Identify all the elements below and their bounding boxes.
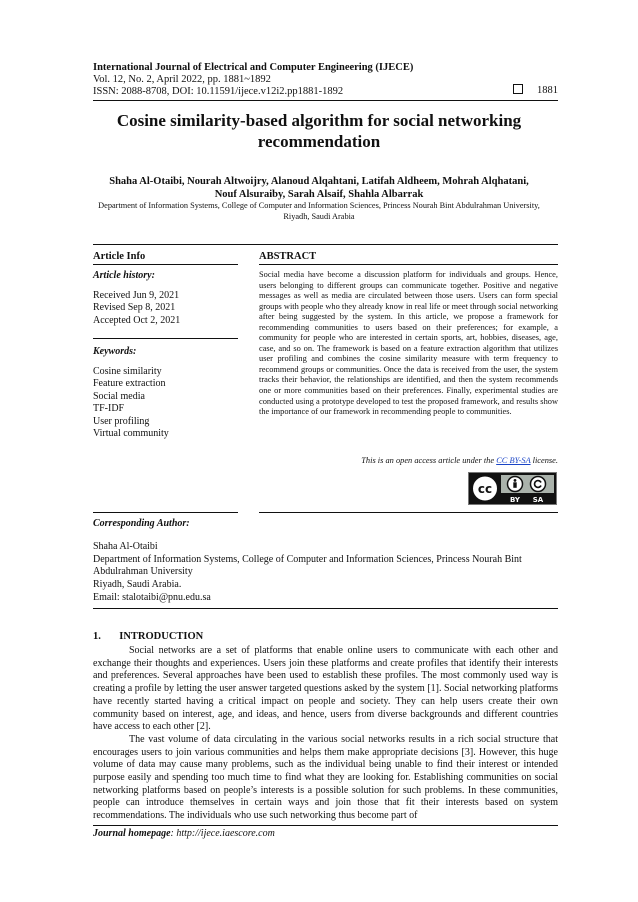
info-top-rule (93, 244, 558, 245)
abstract-text: Social media have become a discussion platform for individuals and groups. Hence, users belonging to different groups can communicate together. Positive and negative messages as well as media are circulated between those users. Users can form special groups with people who they already know in real life or meet through social networking after being suggested by the system. In this article, we propose a framework for recommending communities to users based on their preferences; for example, a community for people who are interested in certain sports, art, hobbies, diseases, age, case, and so on. The framework is based on a feature extraction algorithm that utilizes user profiling and combines the cosine similarity measure with term frequency to recommend groups or communities. Once the data is received from the user, the system tracks their behavior, the relationships are identified, and then the system recommends one or more communities based on their preferences. Finally, experimental studies are conducted using a prototype developed to test the proposed framework, and results show the importance of our framework in recommending people to communities. (259, 270, 558, 417)
corresponding-line: Department of Information Systems, College of Computer and Information Sciences, Princess Nourah Bint (93, 553, 522, 565)
article-info-heading: Article Info (93, 251, 146, 262)
keyword: Feature extraction (93, 378, 166, 389)
corresponding-line: Abdulrahman University (93, 566, 193, 578)
cc-text: cc (477, 482, 493, 496)
title-line: recommendation (257, 132, 381, 151)
issn-doi: ISSN: 2088-8708, DOI: 10.11591/ijece.v12i2.pp1881-1892 (93, 86, 344, 97)
cc-license-icon (469, 473, 556, 504)
corresponding-rule (93, 608, 558, 609)
abstract-rule (259, 264, 558, 265)
oa-suffix: license. (530, 456, 558, 465)
homepage-url[interactable]: : http://ijece.iaescore.com (170, 828, 275, 839)
author-list (80, 175, 558, 201)
volume-info: Vol. 12, No. 2, April 2022, pp. 1881~1892 (93, 74, 271, 85)
footer-rule (93, 825, 558, 826)
article-history (93, 270, 180, 327)
date-accepted: Accepted Oct 2, 2021 (93, 314, 181, 326)
keyword: Cosine similarity (93, 365, 162, 377)
corresponding-author (93, 541, 558, 605)
page-number: 1881 (537, 85, 558, 96)
corresponding-line: Riyadh, Saudi Arabia. (93, 579, 182, 591)
info-rule (93, 264, 238, 265)
section-heading-introduction: 1. INTRODUCTION (93, 631, 204, 642)
running-header (93, 62, 413, 98)
abstract-bottom-rule (259, 512, 558, 513)
page-number-block (513, 84, 558, 96)
license-link[interactable]: CC BY-SA (496, 456, 531, 465)
date-revised: Revised Sep 8, 2021 (93, 302, 176, 313)
corresponding-label: Corresponding Author: (93, 518, 190, 529)
homepage-label: Journal homepage (93, 828, 171, 839)
cc-by-sa-badge (468, 472, 557, 505)
affiliation-line: Riyadh, Saudi Arabia (283, 212, 355, 221)
keywords-label: Keywords: (93, 346, 137, 357)
introduction-body (93, 645, 558, 823)
keyword: User profiling (93, 415, 150, 427)
header-rule (93, 100, 558, 101)
corresponding-line: Shaha Al-Otaibi (93, 541, 158, 552)
author-line: Nouf Alsuraiby, Sarah Alsaif, Shahla Albarrak (214, 189, 424, 200)
paragraph: The vast volume of data circulating in the various social networks results in a rich social structure that encourages users to join various communities and helps them make appropriate decisions [3]. However, this huge volume of data may cause many problems, such as the individual being unable to find their interest or intended purpose easily and spending too much time to find what they are looking for. Establishing communities on social networking platforms based on people’s interests is a possible solution for such problems. In these communities, people can introduce themselves in certain ways and join those that fit their interests based on system recommendations. The individuals who use such networking thus become part of (93, 733, 558, 822)
journal-homepage (93, 828, 275, 839)
sa-text: SA (532, 496, 544, 504)
affiliation-line: Department of Information Systems, College of Computer and Information Sciences, Princess Nourah Bint Abdulrahman University, (98, 201, 540, 210)
oa-prefix: This is an open access article under the (361, 456, 497, 465)
history-label: Article history: (93, 270, 155, 281)
square-icon (513, 84, 523, 94)
title-line: Cosine similarity-based algorithm for social networking (116, 111, 522, 130)
journal-name: International Journal of Electrical and Computer Engineering (IJECE) (93, 62, 414, 73)
info-bottom-rule (93, 512, 238, 513)
keywords-block (93, 346, 169, 441)
paragraph: Social networks are a set of platforms that enable online users to communicate with each other and exchange their thoughts and experiences. Users join these platforms and create profiles that identify their interests and preferences. Several approaches have been used to establish these profiles. The most commonly used way is creating a profile by letting the user answer targeted questions asked by the system [1]. Social networking platforms have recently started having a critical impact on people and society. They can help users create their own community based on interest, age, and ideas, and hence, users from diverse backgrounds and different countries have access to each other [2]. (93, 645, 558, 733)
affiliation (80, 200, 558, 222)
paper-title (80, 110, 558, 152)
corresponding-label-wrap (93, 518, 190, 531)
keyword: TF-IDF (93, 403, 125, 414)
date-received: Received Jun 9, 2021 (93, 289, 180, 301)
keyword: Social media (93, 390, 145, 402)
keywords-rule (93, 338, 238, 339)
author-line: Shaha Al-Otaibi, Nourah Altwoijry, Alanoud Alqahtani, Latifah Aldheem, Mohrah Alqhatani, (109, 176, 529, 187)
keyword: Virtual community (93, 428, 169, 439)
abstract-heading: ABSTRACT (259, 251, 317, 262)
open-access-note (259, 456, 558, 465)
by-text: BY (509, 496, 521, 504)
corresponding-email: Email: stalotaibi@pnu.edu.sa (93, 591, 211, 603)
